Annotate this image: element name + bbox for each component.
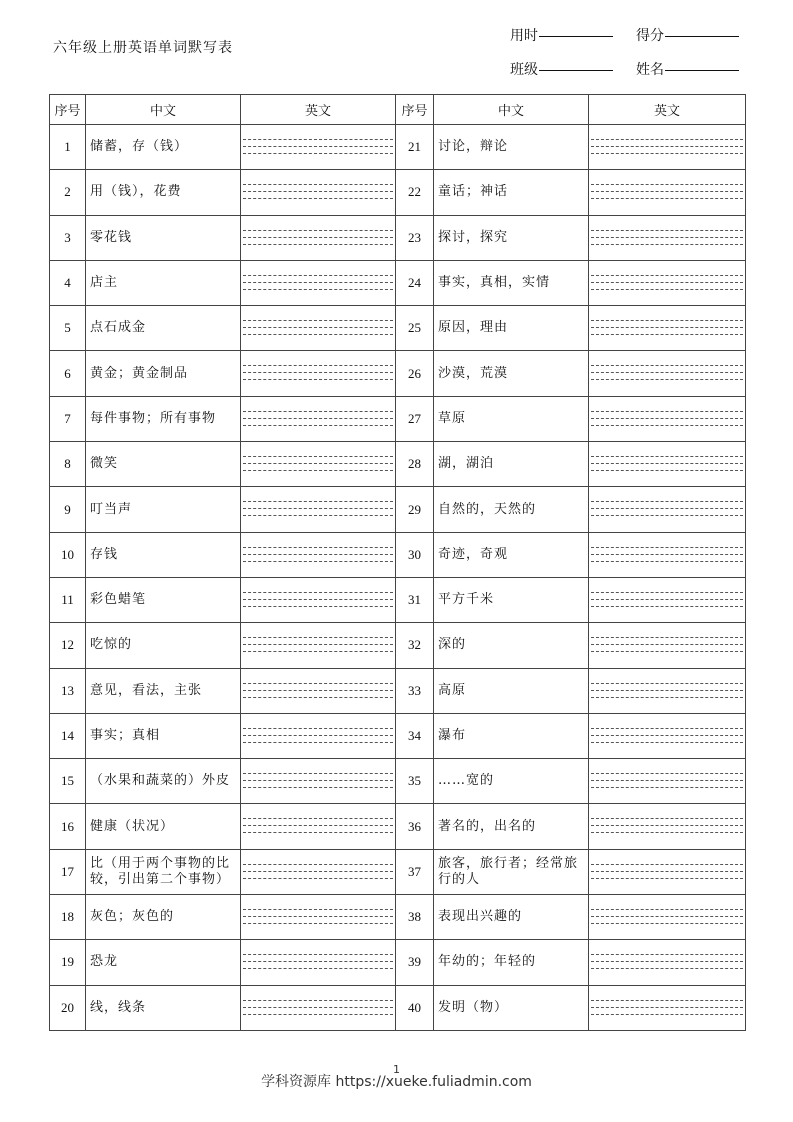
dashed-writing-line xyxy=(243,547,393,548)
item-number: 4 xyxy=(50,260,86,305)
dashed-writing-line xyxy=(243,327,393,328)
table-header-row xyxy=(50,95,746,125)
dashed-writing-line xyxy=(591,825,743,826)
footer-source: 学科资源库 https://xueke.fuliadmin.com xyxy=(261,1074,532,1090)
item-number: 10 xyxy=(50,532,86,577)
english-answer-cell[interactable] xyxy=(241,125,396,170)
dashed-writing-line xyxy=(591,237,743,238)
item-number: 34 xyxy=(396,713,434,758)
dashed-writing-line xyxy=(591,968,743,969)
chinese-word: 瀑布 xyxy=(434,713,589,758)
dashed-writing-line xyxy=(591,275,743,276)
dashed-writing-line xyxy=(591,456,743,457)
dashed-writing-line xyxy=(243,289,393,290)
chinese-word: 原因，理由 xyxy=(434,306,589,351)
english-answer-cell[interactable] xyxy=(589,442,746,487)
item-number: 19 xyxy=(50,940,86,985)
dashed-writing-line xyxy=(591,599,743,600)
dashed-writing-line xyxy=(243,1007,393,1008)
dashed-writing-line xyxy=(591,864,743,865)
item-number: 29 xyxy=(396,487,434,532)
page-title: 六年级上册英语单词默写表 xyxy=(53,40,233,56)
dashed-writing-line xyxy=(591,916,743,917)
dashed-writing-line xyxy=(591,818,743,819)
item-number: 6 xyxy=(50,351,86,396)
chinese-word: 用（钱），花费 xyxy=(86,170,241,215)
class-label: 班级 xyxy=(510,62,538,78)
dashed-writing-line xyxy=(591,554,743,555)
dashed-writing-line xyxy=(243,470,393,471)
chinese-word: （水果和蔬菜的）外皮 xyxy=(86,759,241,804)
chinese-word: 叮当声 xyxy=(86,487,241,532)
dashed-writing-line xyxy=(243,334,393,335)
table-row xyxy=(50,396,746,441)
item-number: 8 xyxy=(50,442,86,487)
chinese-word: 店主 xyxy=(86,260,241,305)
english-answer-cell[interactable] xyxy=(589,351,746,396)
dashed-writing-line xyxy=(243,690,393,691)
page-number: 1 xyxy=(393,1063,400,1076)
dashed-writing-line xyxy=(243,1000,393,1001)
english-answer-cell[interactable] xyxy=(241,532,396,577)
chinese-word: ……宽的 xyxy=(434,759,589,804)
english-answer-cell[interactable] xyxy=(589,849,746,894)
score-field xyxy=(636,25,739,45)
item-number: 13 xyxy=(50,668,86,713)
english-answer-cell[interactable] xyxy=(589,125,746,170)
dashed-writing-line xyxy=(243,411,393,412)
english-answer-cell[interactable] xyxy=(241,577,396,622)
dashed-writing-line xyxy=(243,592,393,593)
dashed-writing-line xyxy=(591,508,743,509)
dashed-writing-line xyxy=(243,184,393,185)
english-answer-cell[interactable] xyxy=(589,215,746,260)
chinese-word: 自然的，天然的 xyxy=(434,487,589,532)
item-number: 15 xyxy=(50,759,86,804)
dashed-writing-line xyxy=(243,139,393,140)
dashed-writing-line xyxy=(243,832,393,833)
chinese-word: 比（用于两个事物的比较，引出第二个事物） xyxy=(86,849,241,894)
english-answer-cell[interactable] xyxy=(589,306,746,351)
chinese-word: 著名的，出名的 xyxy=(434,804,589,849)
dashed-writing-line xyxy=(243,198,393,199)
item-number: 2 xyxy=(50,170,86,215)
dashed-writing-line xyxy=(591,365,743,366)
english-answer-cell[interactable] xyxy=(589,170,746,215)
column-header-english: 英文 xyxy=(241,95,396,125)
column-header-chinese: 中文 xyxy=(86,95,241,125)
dashed-writing-line xyxy=(243,606,393,607)
dashed-writing-line xyxy=(591,787,743,788)
dashed-writing-line xyxy=(243,501,393,502)
score-blank-line[interactable] xyxy=(665,35,739,37)
dashed-writing-line xyxy=(243,878,393,879)
chinese-word: 事实，真相，实情 xyxy=(434,260,589,305)
dashed-writing-line xyxy=(243,379,393,380)
table-row xyxy=(50,442,746,487)
dashed-writing-line xyxy=(243,954,393,955)
item-number: 27 xyxy=(396,396,434,441)
item-number: 17 xyxy=(50,849,86,894)
english-answer-cell[interactable] xyxy=(589,895,746,940)
chinese-word: 点石成金 xyxy=(86,306,241,351)
dashed-writing-line xyxy=(243,968,393,969)
item-number: 26 xyxy=(396,351,434,396)
english-answer-cell[interactable] xyxy=(241,940,396,985)
english-answer-cell[interactable] xyxy=(241,170,396,215)
dashed-writing-line xyxy=(243,282,393,283)
table-row xyxy=(50,759,746,804)
dashed-writing-line xyxy=(243,651,393,652)
item-number: 23 xyxy=(396,215,434,260)
dashed-writing-line xyxy=(243,780,393,781)
chinese-word: 探讨，探究 xyxy=(434,215,589,260)
dashed-writing-line xyxy=(243,818,393,819)
dashed-writing-line xyxy=(243,146,393,147)
item-number: 28 xyxy=(396,442,434,487)
english-answer-cell[interactable] xyxy=(241,306,396,351)
chinese-word: 童话；神话 xyxy=(434,170,589,215)
item-number: 22 xyxy=(396,170,434,215)
english-answer-cell[interactable] xyxy=(241,260,396,305)
dashed-writing-line xyxy=(591,418,743,419)
dashed-writing-line xyxy=(591,878,743,879)
dashed-writing-line xyxy=(591,425,743,426)
english-answer-cell[interactable] xyxy=(589,396,746,441)
dashed-writing-line xyxy=(591,561,743,562)
name-label: 姓名 xyxy=(636,62,664,78)
dashed-writing-line xyxy=(591,728,743,729)
dashed-writing-line xyxy=(243,153,393,154)
chinese-word: 线，线条 xyxy=(86,985,241,1030)
table-row xyxy=(50,985,746,1030)
table-row xyxy=(50,306,746,351)
chinese-word: 黄金；黄金制品 xyxy=(86,351,241,396)
dashed-writing-line xyxy=(591,923,743,924)
dashed-writing-line xyxy=(243,275,393,276)
dashed-writing-line xyxy=(243,787,393,788)
english-answer-cell[interactable] xyxy=(241,442,396,487)
dashed-writing-line xyxy=(591,327,743,328)
item-number: 33 xyxy=(396,668,434,713)
english-answer-cell[interactable] xyxy=(241,849,396,894)
dashed-writing-line xyxy=(243,599,393,600)
english-answer-cell[interactable] xyxy=(241,713,396,758)
table-row xyxy=(50,532,746,577)
english-answer-cell[interactable] xyxy=(241,895,396,940)
dashed-writing-line xyxy=(243,230,393,231)
dashed-writing-line xyxy=(591,289,743,290)
dashed-writing-line xyxy=(591,871,743,872)
table-row xyxy=(50,487,746,532)
table-body xyxy=(50,125,746,1031)
chinese-word: 灰色；灰色的 xyxy=(86,895,241,940)
chinese-word: 意见，看法，主张 xyxy=(86,668,241,713)
time-label: 用时 xyxy=(510,28,538,44)
dashed-writing-line xyxy=(591,184,743,185)
item-number: 30 xyxy=(396,532,434,577)
dashed-writing-line xyxy=(243,191,393,192)
dashed-writing-line xyxy=(591,501,743,502)
dashed-writing-line xyxy=(243,871,393,872)
dashed-writing-line xyxy=(243,515,393,516)
dashed-writing-line xyxy=(591,742,743,743)
dashed-writing-line xyxy=(243,961,393,962)
item-number: 24 xyxy=(396,260,434,305)
column-header-chinese: 中文 xyxy=(434,95,589,125)
time-blank-line[interactable] xyxy=(539,35,613,37)
dashed-writing-line xyxy=(243,418,393,419)
chinese-word: 表现出兴趣的 xyxy=(434,895,589,940)
english-answer-cell[interactable] xyxy=(589,985,746,1030)
item-number: 39 xyxy=(396,940,434,985)
column-header-english: 英文 xyxy=(589,95,746,125)
dashed-writing-line xyxy=(591,463,743,464)
item-number: 32 xyxy=(396,623,434,668)
dashed-writing-line xyxy=(591,547,743,548)
english-answer-cell[interactable] xyxy=(589,532,746,577)
table-row xyxy=(50,170,746,215)
english-answer-cell[interactable] xyxy=(241,668,396,713)
dashed-writing-line xyxy=(591,230,743,231)
dashed-writing-line xyxy=(243,425,393,426)
english-answer-cell[interactable] xyxy=(589,804,746,849)
dashed-writing-line xyxy=(591,1000,743,1001)
table-row xyxy=(50,260,746,305)
dashed-writing-line xyxy=(591,690,743,691)
item-number: 16 xyxy=(50,804,86,849)
item-number: 7 xyxy=(50,396,86,441)
english-answer-cell[interactable] xyxy=(589,623,746,668)
dashed-writing-line xyxy=(243,1014,393,1015)
english-answer-cell[interactable] xyxy=(589,940,746,985)
chinese-word: 讨论，辩论 xyxy=(434,125,589,170)
dashed-writing-line xyxy=(591,592,743,593)
chinese-word: 奇迹，奇观 xyxy=(434,532,589,577)
time-field xyxy=(510,25,613,45)
name-field xyxy=(636,59,739,79)
dashed-writing-line xyxy=(243,554,393,555)
dashed-writing-line xyxy=(243,697,393,698)
chinese-word: 存钱 xyxy=(86,532,241,577)
english-answer-cell[interactable] xyxy=(241,623,396,668)
table-row xyxy=(50,713,746,758)
dashed-writing-line xyxy=(591,320,743,321)
name-blank-line[interactable] xyxy=(665,69,739,71)
chinese-word: 旅客，旅行者；经常旅行的人 xyxy=(434,849,589,894)
chinese-word: 高原 xyxy=(434,668,589,713)
item-number: 36 xyxy=(396,804,434,849)
table-row xyxy=(50,895,746,940)
dashed-writing-line xyxy=(591,683,743,684)
vocabulary-table xyxy=(49,94,746,1031)
item-number: 25 xyxy=(396,306,434,351)
dashed-writing-line xyxy=(243,237,393,238)
dashed-writing-line xyxy=(591,606,743,607)
dashed-writing-line xyxy=(591,735,743,736)
dashed-writing-line xyxy=(243,365,393,366)
chinese-word: 平方千米 xyxy=(434,577,589,622)
chinese-word: 每件事物；所有事物 xyxy=(86,396,241,441)
dashed-writing-line xyxy=(243,561,393,562)
table-row xyxy=(50,125,746,170)
chinese-word: 草原 xyxy=(434,396,589,441)
dashed-writing-line xyxy=(591,1014,743,1015)
footer xyxy=(0,1063,793,1091)
dashed-writing-line xyxy=(591,244,743,245)
dashed-writing-line xyxy=(591,191,743,192)
chinese-word: 储蓄，存（钱） xyxy=(86,125,241,170)
table-row xyxy=(50,668,746,713)
dashed-writing-line xyxy=(591,139,743,140)
dashed-writing-line xyxy=(591,637,743,638)
dashed-writing-line xyxy=(243,916,393,917)
item-number: 40 xyxy=(396,985,434,1030)
column-header-number: 序号 xyxy=(396,95,434,125)
chinese-word: 事实；真相 xyxy=(86,713,241,758)
table-row xyxy=(50,577,746,622)
dashed-writing-line xyxy=(591,909,743,910)
dashed-writing-line xyxy=(591,773,743,774)
chinese-word: 健康（状况） xyxy=(86,804,241,849)
dashed-writing-line xyxy=(591,644,743,645)
dashed-writing-line xyxy=(591,411,743,412)
english-answer-cell[interactable] xyxy=(589,577,746,622)
english-answer-cell[interactable] xyxy=(241,759,396,804)
table-row xyxy=(50,215,746,260)
dashed-writing-line xyxy=(591,651,743,652)
dashed-writing-line xyxy=(591,515,743,516)
dashed-writing-line xyxy=(243,825,393,826)
dashed-writing-line xyxy=(243,463,393,464)
dashed-writing-line xyxy=(243,864,393,865)
dashed-writing-line xyxy=(243,372,393,373)
score-label: 得分 xyxy=(636,28,664,44)
table-row xyxy=(50,351,746,396)
dashed-writing-line xyxy=(243,644,393,645)
table-row xyxy=(50,849,746,894)
dashed-writing-line xyxy=(591,697,743,698)
item-number: 3 xyxy=(50,215,86,260)
item-number: 35 xyxy=(396,759,434,804)
dashed-writing-line xyxy=(243,909,393,910)
dashed-writing-line xyxy=(243,728,393,729)
item-number: 21 xyxy=(396,125,434,170)
dashed-writing-line xyxy=(591,334,743,335)
item-number: 11 xyxy=(50,577,86,622)
english-answer-cell[interactable] xyxy=(241,487,396,532)
dashed-writing-line xyxy=(243,637,393,638)
item-number: 31 xyxy=(396,577,434,622)
dashed-writing-line xyxy=(243,244,393,245)
english-answer-cell[interactable] xyxy=(589,487,746,532)
class-field xyxy=(510,59,613,79)
dashed-writing-line xyxy=(591,780,743,781)
item-number: 9 xyxy=(50,487,86,532)
dashed-writing-line xyxy=(243,773,393,774)
dashed-writing-line xyxy=(591,153,743,154)
table-row xyxy=(50,804,746,849)
dashed-writing-line xyxy=(591,954,743,955)
class-blank-line[interactable] xyxy=(539,69,613,71)
chinese-word: 深的 xyxy=(434,623,589,668)
english-answer-cell[interactable] xyxy=(241,396,396,441)
item-number: 37 xyxy=(396,849,434,894)
english-answer-cell[interactable] xyxy=(589,260,746,305)
item-number: 1 xyxy=(50,125,86,170)
english-answer-cell[interactable] xyxy=(241,985,396,1030)
chinese-word: 恐龙 xyxy=(86,940,241,985)
dashed-writing-line xyxy=(591,832,743,833)
dashed-writing-line xyxy=(591,1007,743,1008)
dashed-writing-line xyxy=(243,508,393,509)
chinese-word: 年幼的；年轻的 xyxy=(434,940,589,985)
english-answer-cell[interactable] xyxy=(589,759,746,804)
dashed-writing-line xyxy=(591,146,743,147)
item-number: 14 xyxy=(50,713,86,758)
item-number: 20 xyxy=(50,985,86,1030)
table-row xyxy=(50,940,746,985)
item-number: 5 xyxy=(50,306,86,351)
english-answer-cell[interactable] xyxy=(241,804,396,849)
dashed-writing-line xyxy=(243,320,393,321)
dashed-writing-line xyxy=(591,198,743,199)
column-header-number: 序号 xyxy=(50,95,86,125)
dashed-writing-line xyxy=(591,470,743,471)
dashed-writing-line xyxy=(243,683,393,684)
dashed-writing-line xyxy=(243,742,393,743)
dashed-writing-line xyxy=(243,735,393,736)
dashed-writing-line xyxy=(591,379,743,380)
chinese-word: 零花钱 xyxy=(86,215,241,260)
english-answer-cell[interactable] xyxy=(589,668,746,713)
dashed-writing-line xyxy=(591,282,743,283)
item-number: 12 xyxy=(50,623,86,668)
item-number: 38 xyxy=(396,895,434,940)
english-answer-cell[interactable] xyxy=(241,215,396,260)
english-answer-cell[interactable] xyxy=(241,351,396,396)
chinese-word: 沙漠，荒漠 xyxy=(434,351,589,396)
chinese-word: 吃惊的 xyxy=(86,623,241,668)
chinese-word: 微笑 xyxy=(86,442,241,487)
dashed-writing-line xyxy=(243,456,393,457)
english-answer-cell[interactable] xyxy=(589,713,746,758)
chinese-word: 湖，湖泊 xyxy=(434,442,589,487)
dashed-writing-line xyxy=(591,372,743,373)
dashed-writing-line xyxy=(243,923,393,924)
chinese-word: 发明（物） xyxy=(434,985,589,1030)
chinese-word: 彩色蜡笔 xyxy=(86,577,241,622)
dashed-writing-line xyxy=(591,961,743,962)
table-row xyxy=(50,623,746,668)
item-number: 18 xyxy=(50,895,86,940)
